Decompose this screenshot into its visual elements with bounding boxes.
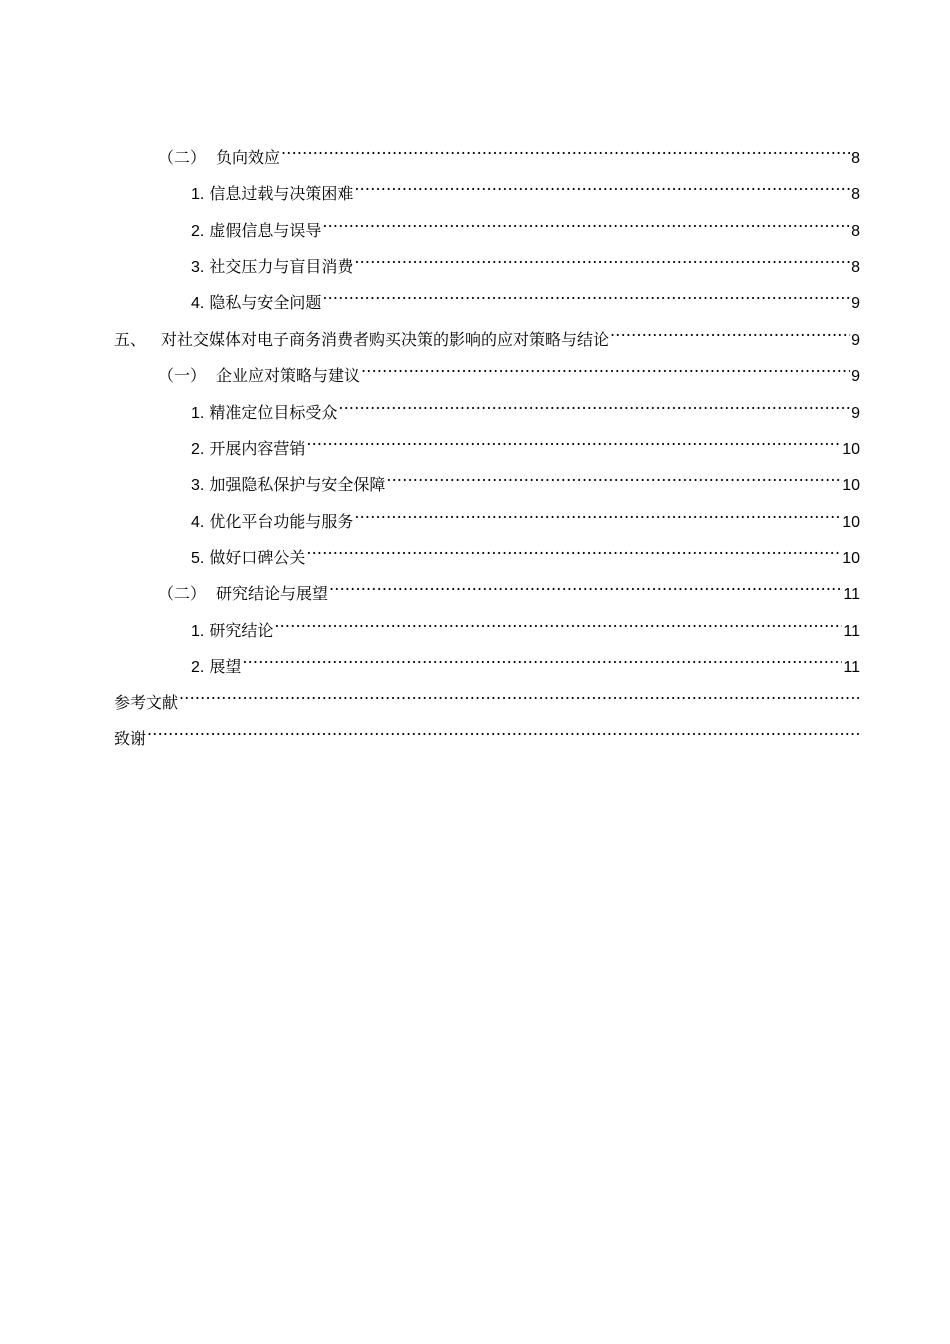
toc-entry-title: 研究结论 [209, 621, 274, 640]
toc-entry[interactable] [191, 499, 860, 531]
toc-entry[interactable] [114, 716, 860, 748]
toc-entry-marker: 1. [191, 623, 205, 640]
toc-dot-leader [306, 426, 841, 454]
toc-entry-title: 虚假信息与误导 [209, 221, 322, 240]
toc-page-number: 10 [842, 477, 860, 494]
toc-page-number: 9 [851, 405, 860, 422]
toc-entry-marker: 五、 [114, 330, 147, 349]
toc-entry-marker: 3. [191, 259, 205, 276]
toc-entry[interactable] [191, 208, 860, 240]
toc-page-number: 8 [851, 259, 860, 276]
toc-entry[interactable] [191, 608, 860, 640]
toc-page-number: 11 [843, 586, 860, 603]
toc-entry-marker: 2. [191, 659, 205, 676]
toc-entry-marker: 2. [191, 441, 205, 458]
toc-entry-title: 加强隐私保护与安全保障 [209, 475, 386, 494]
toc-entry-marker: 4. [191, 514, 205, 531]
toc-entry-marker: 5. [191, 550, 205, 567]
toc-dot-leader [354, 171, 850, 199]
toc-page-number: 11 [843, 659, 860, 676]
toc-page-number: 10 [842, 514, 860, 531]
toc-dot-leader [274, 608, 842, 636]
toc-entry-marker: 3. [191, 477, 205, 494]
toc-entry[interactable] [191, 644, 860, 676]
toc-dot-leader [306, 535, 841, 563]
toc-entry[interactable] [191, 535, 860, 567]
toc-dot-leader [179, 680, 859, 708]
toc-entry[interactable] [191, 390, 860, 422]
toc-entry-marker: 1. [191, 405, 205, 422]
toc-entry-title: 优化平台功能与服务 [209, 512, 354, 531]
toc-entry[interactable] [191, 462, 860, 494]
toc-entry-marker: 2. [191, 223, 205, 240]
toc-entry-marker: 4. [191, 295, 205, 312]
toc-entry[interactable] [158, 135, 860, 167]
toc-entry[interactable] [191, 280, 860, 312]
toc-page-number: 10 [842, 550, 860, 567]
toc-entry-title: 信息过载与决策困难 [209, 184, 354, 203]
toc-entry-title: 致谢 [114, 729, 147, 748]
toc-entry-marker: （二） [158, 584, 207, 603]
toc-entry[interactable] [191, 426, 860, 458]
toc-entry-title: 研究结论与展望 [216, 584, 329, 603]
toc-entry-title: 精准定位目标受众 [209, 403, 338, 422]
toc-entry-marker: 1. [191, 186, 205, 203]
toc-dot-leader [322, 280, 850, 308]
toc-entry-title: 对社交媒体对电子商务消费者购买决策的影响的应对策略与结论 [161, 330, 610, 349]
toc-dot-leader [338, 390, 850, 418]
toc-page-number: 8 [851, 186, 860, 203]
toc-entry-title: 负向效应 [216, 148, 281, 167]
toc-entry-title: 参考文献 [114, 693, 179, 712]
toc-dot-leader [354, 244, 850, 272]
toc-entry-title: 展望 [209, 657, 242, 676]
toc-entry[interactable] [191, 244, 860, 276]
toc-dot-leader [610, 317, 850, 345]
toc-dot-leader [386, 462, 841, 490]
toc-entry[interactable] [114, 317, 860, 349]
toc-page-number: 11 [843, 623, 860, 640]
toc-entry-title: 隐私与安全问题 [209, 293, 322, 312]
toc-entry-title: 做好口碑公关 [209, 548, 306, 567]
toc-page-number: 8 [851, 150, 860, 167]
toc-entry-marker: （二） [158, 148, 207, 167]
toc-entry[interactable] [114, 680, 860, 712]
toc-dot-leader [242, 644, 842, 672]
toc-entry-marker: （一） [158, 366, 207, 385]
toc-dot-leader [361, 353, 850, 381]
toc-entry-title: 企业应对策略与建议 [216, 366, 361, 385]
toc-dot-leader [147, 716, 859, 744]
toc-page-number: 10 [842, 441, 860, 458]
toc-dot-leader [354, 499, 841, 527]
toc-entry[interactable] [158, 571, 860, 603]
toc-dot-leader [322, 208, 850, 236]
toc-entry[interactable] [158, 353, 860, 385]
toc-dot-leader [281, 135, 850, 163]
toc-entry-title: 开展内容营销 [209, 439, 306, 458]
toc-entry[interactable] [191, 171, 860, 203]
toc-page-number: 8 [851, 223, 860, 240]
toc-entry-title: 社交压力与盲目消费 [209, 257, 354, 276]
toc-dot-leader [329, 571, 842, 599]
toc-page-number: 9 [851, 332, 860, 349]
toc-page-number: 9 [851, 368, 860, 385]
toc-page-number: 9 [851, 295, 860, 312]
